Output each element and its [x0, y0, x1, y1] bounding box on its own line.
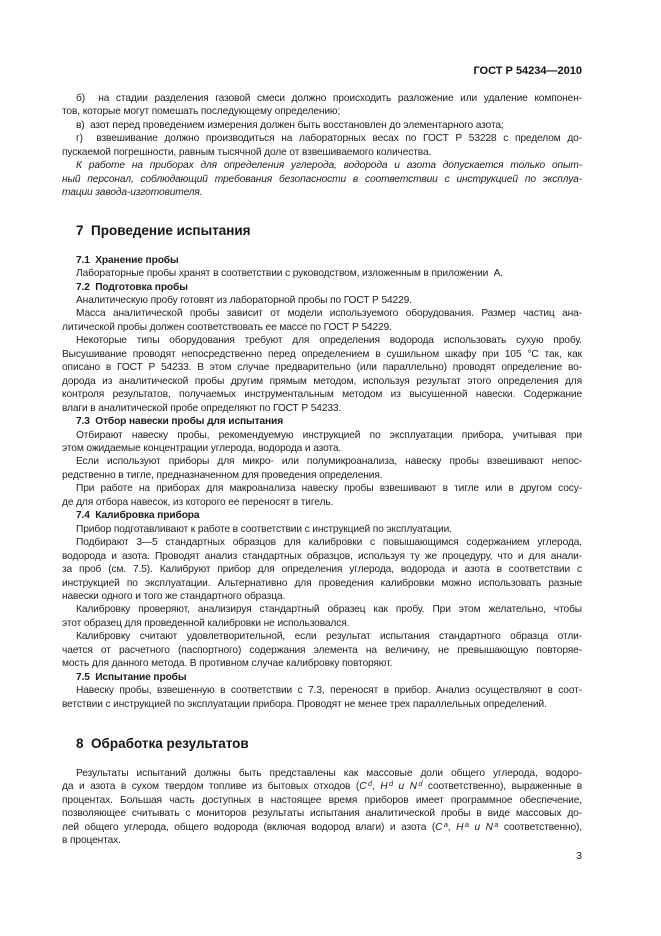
- text-line: Лабораторные пробы хранят в соответствии с руководством, изложенным в приложении А.: [76, 268, 504, 280]
- text-line: литической пробы должен соответствовать ее массе по ГОСТ Р 54229.: [62, 321, 392, 333]
- text-line: контроля результатов, получаемых инструментальным методом из высушенной навески. Содержание: [62, 389, 582, 401]
- text-line: пускаемой погрешности, равным тысячной доле от взвешиваемого количества.: [62, 146, 432, 158]
- formula-symbol: и: [392, 781, 410, 793]
- clause-7-4-heading: 7.4 Калибровка прибора: [76, 510, 200, 522]
- page-number: 3: [576, 849, 582, 862]
- text-line: ветствии с инструкцией по эксплуатации прибора. Проводят не менее трех параллельных определений.: [62, 698, 547, 710]
- clause-7-1-heading: 7.1 Хранение пробы: [76, 254, 179, 266]
- safety-note-line: К работе на приборах для определения углерода, водорода и азота допускается только опыт-: [76, 160, 582, 172]
- text-line: Подбирают 3—5 стандартных образцов для калибровки с повышающимся содержанием углерода,: [76, 537, 582, 549]
- text-line: Отбирают навеску пробы, рекомендуемую инструкцией по эксплуатации прибора, учитывая при: [76, 429, 582, 441]
- text-run: лей общего углерода, общего водорода (включая водород влаги) и азота (: [62, 821, 436, 833]
- text-line: редственно в тигле, предназначенном для проведения определения.: [62, 469, 383, 481]
- text-line: процентах. Большая часть доступных в настоящее время приборов имеет программное обеспечение,: [62, 794, 582, 806]
- section-8-heading: 8 Обработка результатов: [76, 736, 249, 752]
- text-line: инструкцией по эксплуатации. Альтернативно для проведения калибровки можно использовать разные: [62, 577, 582, 589]
- text-line: в) азот перед проведением измерения должен быть восстановлен до элементарного азота;: [76, 119, 504, 131]
- formula-symbol: a: [443, 819, 448, 829]
- formula-symbol: d: [367, 779, 372, 789]
- text-run: соответственно),: [498, 821, 583, 833]
- text-run: ,: [371, 781, 381, 793]
- text-line: этом ожидаемые концентрации углерода, водорода и азота.: [62, 442, 342, 454]
- text-line: влаги в аналитической пробе определяют по ГОСТ Р 54233.: [62, 402, 342, 414]
- formula-symbol: C: [435, 821, 443, 833]
- text-line: Калибровку проверяют, анализируя стандартный образец как пробу. При этом желательно, чтобы: [76, 604, 582, 616]
- safety-note-line: ный персонал, соблюдающий требования безопасности в соответствии с инструкцией по эксплуа-: [62, 173, 582, 185]
- text-line: за проб (см. 7.5). Калибруют прибор для определения углерода, водорода и азота в соответствии с: [62, 564, 582, 576]
- formula-symbol: H: [380, 781, 388, 793]
- text-line: Аналитическую пробу готовят из лабораторной пробы по ГОСТ Р 54229.: [76, 294, 412, 306]
- text-line: дорода из аналитической пробы другим прямым методом, используя результат этого определения для: [62, 375, 582, 387]
- text-line: водорода и азота. Проводят анализ стандартных образцов, используя ту же процедуру, что и для анали-: [62, 550, 582, 562]
- formula-symbol: d: [388, 779, 393, 789]
- safety-note-line: тации завода-изготовителя.: [62, 187, 203, 199]
- text-line: этот образец для проведенной калибровки не использовался.: [62, 617, 350, 629]
- text-line: Если используют приборы для микро- или полумикроанализа, навеску пробы взвешивают непос-: [76, 456, 582, 468]
- text-line: в процентах.: [62, 835, 121, 847]
- clause-7-2-heading: 7.2 Подготовка пробы: [76, 281, 188, 293]
- section-7-heading: 7 Проведение испытания: [76, 222, 251, 238]
- text-line: Некоторые типы оборудования требуют для определения водорода использовать сухую пробу.: [76, 335, 582, 347]
- text-run: соответственно), выраженные в: [422, 781, 583, 793]
- formula-symbol: a: [494, 819, 499, 829]
- document-body: [62, 92, 582, 863]
- formula-symbol: C: [359, 781, 367, 793]
- formula-symbol: d: [418, 779, 423, 789]
- text-line: Результаты испытаний должны быть представлены как массовые доли общего углерода, водоро-: [76, 768, 582, 780]
- formula-symbol: H: [456, 821, 464, 833]
- text-line: тов, которые могут помешать последующему определению;: [62, 106, 341, 118]
- text-line: Прибор подготавливают к работе в соответствии с инструкцией по эксплуатации.: [76, 523, 452, 535]
- text-run: ,: [447, 821, 457, 833]
- text-line: г) взвешивание должно производиться на лабораторных весах по ГОСТ Р 53228 с пределом до-: [76, 133, 582, 145]
- text-line: чается от расчетного (паспортного) содержания элемента на величину, не превышающую повторяе-: [62, 644, 582, 656]
- text-line: Масса аналитической пробы зависит от модели используемого оборудования. Размер частиц ана-: [76, 308, 582, 320]
- text-line: б) на стадии разделения газовой смеси должно происходить разложение или удаление компонен-: [76, 93, 582, 104]
- clause-7-5-heading: 7.5 Испытание пробы: [76, 671, 187, 683]
- text-line: де для отбора навесок, из которого ее переносят в тигель.: [62, 496, 334, 508]
- formula-symbol: a: [464, 819, 469, 829]
- formula-symbol: N: [485, 821, 493, 833]
- text-line: описано в ГОСТ Р 54233. В этом случае предварительно (или параллельно) проводят определение во-: [62, 362, 582, 374]
- formula-symbol: N: [409, 781, 417, 793]
- text-line: мость для данного метода. В противном случае калибровку повторяют.: [62, 658, 393, 670]
- text-line-formula: [62, 780, 582, 793]
- text-run: да и азота в сухом твердом топливе из бытовых отходов (: [62, 781, 360, 793]
- text-line-formula: [62, 821, 582, 834]
- formula-symbol: и: [468, 821, 486, 833]
- text-line: При работе на приборах для макроанализа навеску пробы взвешивают в тигле или в другом сосу-: [76, 483, 582, 495]
- text-line: Калибровку считают удовлетворительной, если результат испытания стандартного образца отли-: [76, 631, 582, 643]
- text-line: Высушивание проводят непосредственно перед определением в сушильном шкафу при 105 °C так, как: [62, 348, 582, 360]
- clause-7-3-heading: 7.3 Отбор навески пробы для испытания: [76, 416, 284, 428]
- text-line: навески одного и того же стандартного образца.: [62, 590, 286, 602]
- doc-code-header: ГОСТ Р 54234—2010: [473, 65, 582, 77]
- text-line: позволяющее считывать с мониторов результаты испытания аналитической пробы в виде массовых до-: [62, 808, 582, 820]
- text-line: Навеску пробы, взвешенную в соответствии с 7.3, переносят в прибор. Анализ осуществляют в соот-: [76, 685, 582, 697]
